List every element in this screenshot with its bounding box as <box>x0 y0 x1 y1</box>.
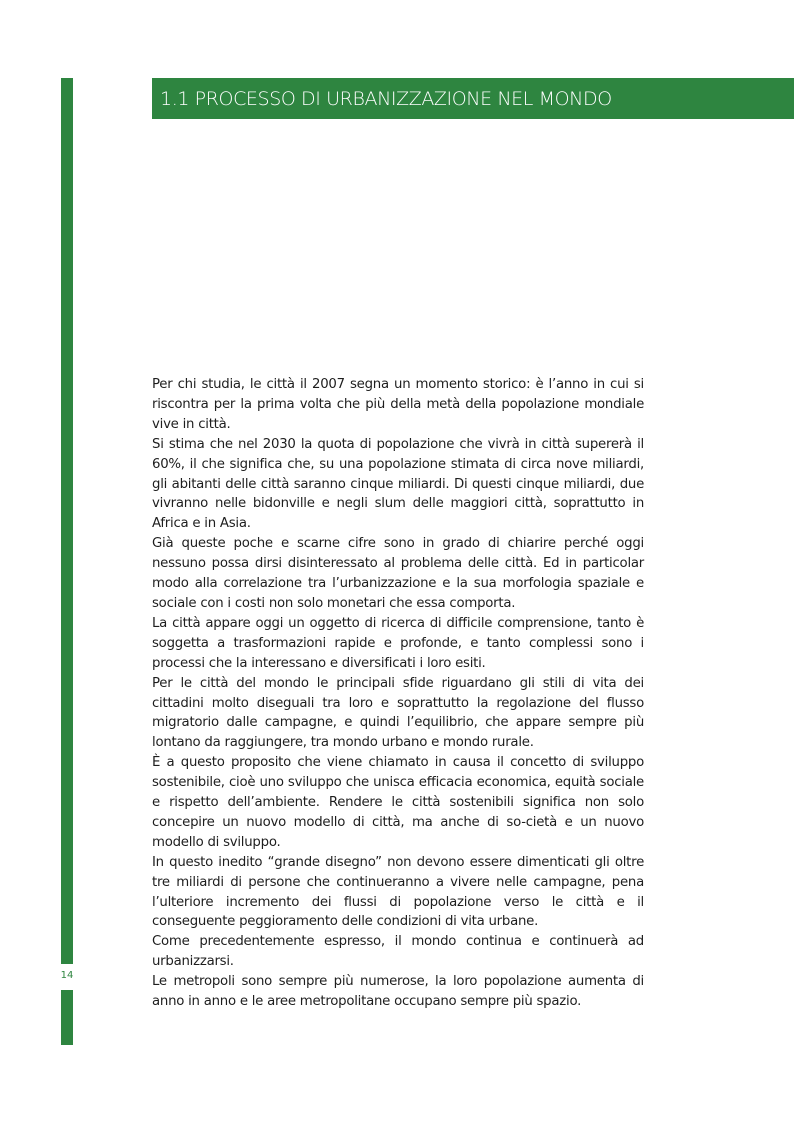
side-accent-bar-top <box>61 78 73 964</box>
body-text <box>152 375 644 1012</box>
paragraph: La città appare oggi un oggetto di ricerca di difficile comprensione, tanto è soggetta a trasformazioni rapide e profonde, e tanto complessi sono i processi che la interessano e diversificati i loro esiti. <box>152 615 644 671</box>
paragraph: Già queste poche e scarne cifre sono in grado di chiarire perché oggi nessuno possa dirsi disinteressato al problema delle città. Ed in particolar modo alla correlazione tra l’urbanizzazione e la sua morfologia spaziale e sociale con i costi non solo monetari che essa comporta. <box>152 536 644 611</box>
page-number: 14 <box>60 970 74 981</box>
side-accent-bar-bottom <box>61 990 73 1045</box>
paragraph: Per chi studia, le città il 2007 segna un momento storico: è l’anno in cui si riscontra per la prima volta che più della metà della popolazione mondiale vive in città. <box>152 377 644 432</box>
paragraph: È a questo proposito che viene chiamato in causa il concetto di sviluppo sostenibile, cioè uno sviluppo che unisca efficacia economica, equità sociale e rispetto dell’ambiente. Rendere le città sostenibili significa non solo concepire un nuovo modello di città, ma anche di so-cietà e un nuovo modello di sviluppo. <box>152 755 644 850</box>
paragraph: Le metropoli sono sempre più numerose, la loro popolazione aumenta di anno in anno e le aree metropolitane occupano sempre più spazio. <box>152 974 644 1010</box>
paragraph: In questo inedito “grande disegno” non devono essere dimenticati gli oltre tre miliardi di persone che continueranno a vivere nelle campagne, pena l’ulteriore incremento dei flussi di popolazione verso le città e il conseguente peggioramento delle condizioni di vita urbane. <box>152 854 644 930</box>
paragraph: Si stima che nel 2030 la quota di popolazione che vivrà in città supererà il 60%, il che significa che, su una popolazione stimata di circa nove miliardi, gli abitanti delle città saranno cinque miliardi. Di questi cinque miliardi, due vivranno nelle bidonville e negli slum delle maggiori città, soprattutto in Africa e in Asia. <box>152 436 644 532</box>
paragraph: Come precedentemente espresso, il mondo continua e continuerà ad urbanizzarsi. <box>152 934 644 970</box>
section-title-banner <box>152 78 794 119</box>
section-title: 1.1 PROCESSO DI URBANIZZAZIONE NEL MONDO <box>160 88 612 110</box>
paragraph: Per le città del mondo le principali sfide riguardano gli stili di vita dei cittadini molto diseguali tra loro e soprattutto la regolazione del flusso migratorio dalle campagne, e quindi l’equilibrio, che appare sempre più lontano da raggiungere, tra mondo urbano e mondo rurale. <box>152 675 644 751</box>
